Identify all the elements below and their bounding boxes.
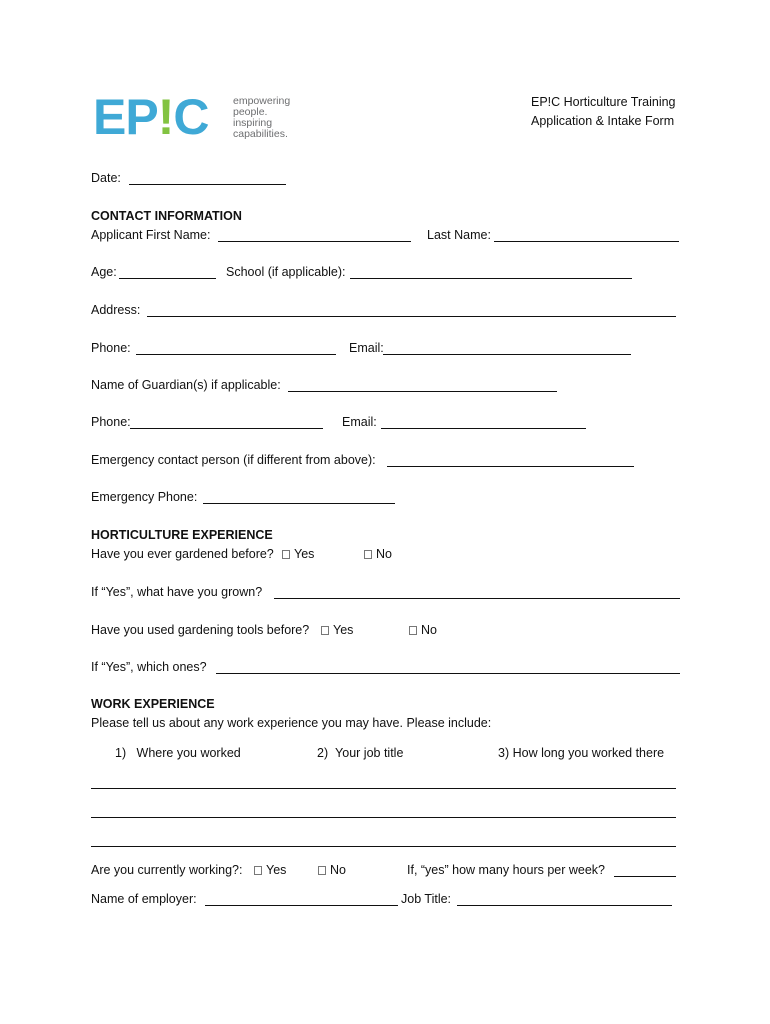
first-name-label: Applicant First Name: xyxy=(91,228,211,242)
employer-field[interactable] xyxy=(205,905,398,906)
school-field[interactable] xyxy=(350,278,632,279)
no-label: No xyxy=(330,863,346,877)
date-field[interactable] xyxy=(129,184,286,185)
tools-yes-option[interactable] xyxy=(321,623,353,637)
guardian-label: Name of Guardian(s) if applicable: xyxy=(91,378,281,392)
working-yes-option[interactable] xyxy=(254,863,286,877)
checkbox-icon[interactable] xyxy=(282,550,290,559)
logo-letter-p: P xyxy=(125,89,158,145)
work-heading: WORK EXPERIENCE xyxy=(91,697,215,711)
checkbox-icon[interactable] xyxy=(321,626,329,635)
guardian-email-field[interactable] xyxy=(381,428,586,429)
yes-label: Yes xyxy=(294,547,315,561)
address-label: Address: xyxy=(91,303,141,317)
tagline-line: empowering xyxy=(233,95,291,107)
currently-working-question: Are you currently working?: xyxy=(91,863,243,877)
work-experience-line-3[interactable] xyxy=(91,846,676,847)
hours-per-week-field[interactable] xyxy=(614,876,676,877)
emergency-contact-label: Emergency contact person (if different from above): xyxy=(91,453,376,467)
work-item-3: 3) How long you worked there xyxy=(498,746,665,760)
last-name-label: Last Name: xyxy=(427,228,491,242)
logo-wordmark xyxy=(93,89,209,145)
yes-label: Yes xyxy=(333,623,354,637)
school-label: School (if applicable): xyxy=(226,265,346,279)
logo-letter-c: C xyxy=(173,89,209,145)
which-tools-label: If “Yes”, which ones? xyxy=(91,660,207,674)
checkbox-icon[interactable] xyxy=(254,866,262,875)
yes-label: Yes xyxy=(266,863,287,877)
emergency-phone-label: Emergency Phone: xyxy=(91,490,198,504)
grown-label: If “Yes”, what have you grown? xyxy=(91,585,263,599)
which-tools-field[interactable] xyxy=(216,673,680,674)
emergency-contact-field[interactable] xyxy=(387,466,634,467)
work-item-1: 1) Where you worked xyxy=(115,746,241,760)
job-title-field[interactable] xyxy=(457,905,672,906)
logo-letter-e: E xyxy=(93,89,126,145)
date-label: Date: xyxy=(91,171,121,185)
address-field[interactable] xyxy=(147,316,676,317)
tagline-line: people. xyxy=(233,106,268,118)
checkbox-icon[interactable] xyxy=(409,626,417,635)
horticulture-heading: HORTICULTURE EXPERIENCE xyxy=(91,528,273,542)
form-title-line1: EP!C Horticulture Training xyxy=(531,95,676,109)
tagline-line: inspiring xyxy=(233,117,273,129)
guardian-email-label: Email: xyxy=(342,415,377,429)
form-title-line2: Application & Intake Form xyxy=(531,114,675,128)
no-label: No xyxy=(421,623,437,637)
email-label: Email: xyxy=(349,341,384,355)
phone-label: Phone: xyxy=(91,341,131,355)
checkbox-icon[interactable] xyxy=(364,550,372,559)
logo-tagline xyxy=(233,96,290,140)
age-label: Age: xyxy=(91,265,117,279)
work-experience-line-2[interactable] xyxy=(91,817,676,818)
work-experience-line-1[interactable] xyxy=(91,788,676,789)
tools-no-option[interactable] xyxy=(409,623,437,637)
work-intro: Please tell us about any work experience you may have. Please include: xyxy=(91,716,492,730)
logo-exclamation: ! xyxy=(157,89,174,145)
email-field[interactable] xyxy=(383,354,631,355)
work-item-2: 2) Your job title xyxy=(317,746,404,760)
no-label: No xyxy=(376,547,392,561)
contact-heading: CONTACT INFORMATION xyxy=(91,209,242,223)
emergency-phone-field[interactable] xyxy=(203,503,395,504)
tagline-line: capabilities. xyxy=(233,128,288,140)
grown-field[interactable] xyxy=(274,598,680,599)
gardened-question: Have you ever gardened before? xyxy=(91,547,274,561)
employer-label: Name of employer: xyxy=(91,892,197,906)
hours-per-week-label: If, “yes” how many hours per week? xyxy=(407,863,605,877)
job-title-label: Job Title: xyxy=(401,892,452,906)
phone-field[interactable] xyxy=(136,354,336,355)
working-no-option[interactable] xyxy=(318,863,346,877)
guardian-phone-field[interactable] xyxy=(130,428,323,429)
gardened-no-option[interactable] xyxy=(364,547,392,561)
gardened-yes-option[interactable] xyxy=(282,547,314,561)
guardian-phone-label: Phone: xyxy=(91,415,131,429)
guardian-field[interactable] xyxy=(288,391,557,392)
age-field[interactable] xyxy=(119,278,216,279)
first-name-field[interactable] xyxy=(218,241,411,242)
tools-question: Have you used gardening tools before? xyxy=(91,623,310,637)
last-name-field[interactable] xyxy=(494,241,679,242)
checkbox-icon[interactable] xyxy=(318,866,326,875)
